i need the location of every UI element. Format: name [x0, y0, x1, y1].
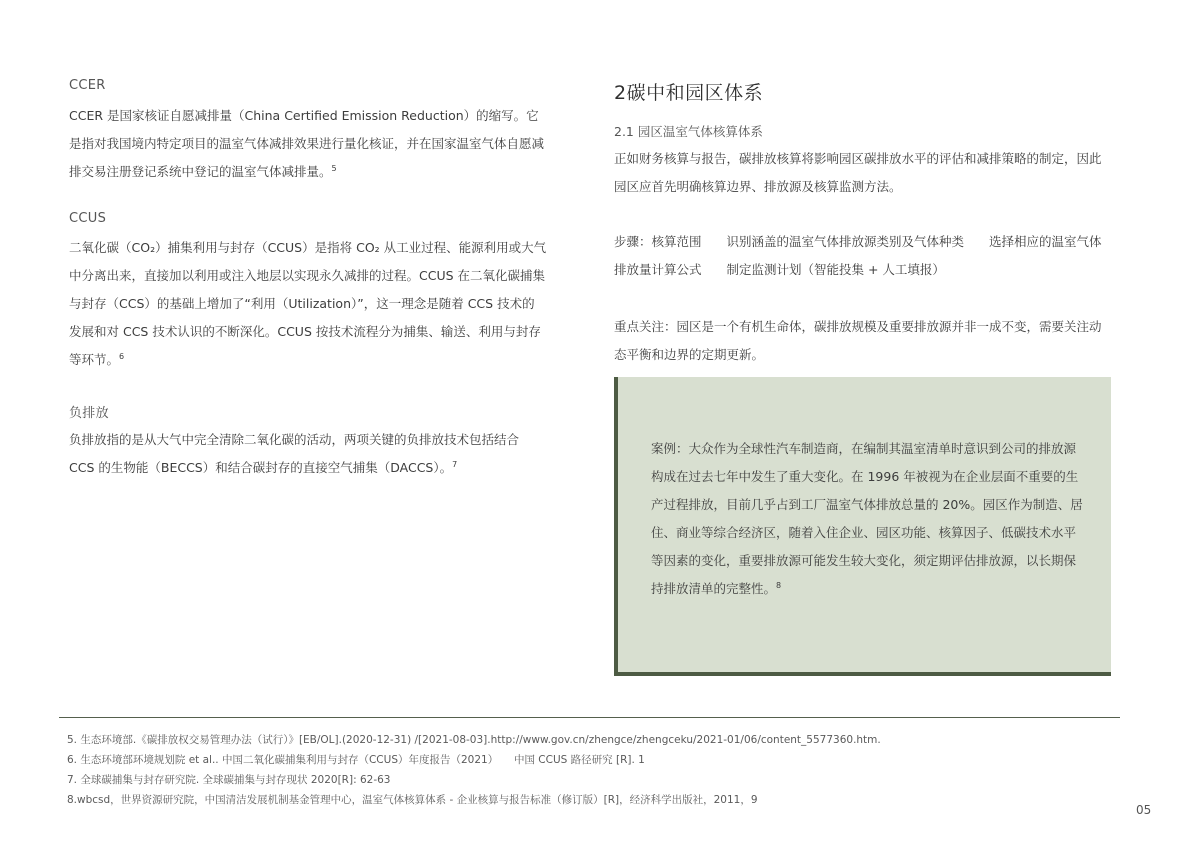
- reference-6: 6. 生态环境部环境规划院 et al.. 中国二氧化碳捕集利用与封存（CCUS）年度报告（2021） 中国 CCUS 路径研究 [R]. 1: [67, 754, 645, 766]
- reference-7: 7. 全球碳捕集与封存研究院. 全球碳捕集与封存现状 2020[R]: 62-63: [67, 774, 391, 786]
- footnote-ref: 7: [452, 459, 458, 469]
- term-ccer: CCER: [69, 78, 106, 93]
- ccer-definition: [69, 102, 547, 186]
- reference-8: 8.wbcsd，世界资源研究院，中国清洁发展机制基金管理中心，温室气体核算体系 - 企业核算与报告标准（修订版）[R]，经济科学出版社，2011，9: [67, 794, 758, 806]
- steps-paragraph: 步骤：核算范围 识别涵盖的温室气体排放源类别及气体种类 选择相应的温室气体排放量计算公式 制定监测计划（智能投集 + 人工填报）: [614, 234, 1102, 277]
- ccer-text: CCER 是国家核证自愿减排量（China Certified Emission Reduction）的缩写。它是指对我国境内特定项目的温室气体减排效果进行量化核证，并在国家温室气体自愿减排交易注册登记系统中登记的温室气体减排量。: [69, 108, 545, 179]
- negative-emission-text: 负排放指的是从大气中完全清除二氧化碳的活动，两项关键的负排放技术包括结合 CCS 的生物能（BECCS）和结合碳封存的直接空气捕集（DACCS）。: [69, 432, 520, 475]
- reference-5: 5. 生态环境部.《碳排放权交易管理办法（试行）》[EB/OL].(2020-12-31) /[2021-08-03].http://www.gov.cn/zhengce/zhengceku/2021-01/06/content_5577360.htm.: [67, 734, 881, 746]
- case-study-text: 案例：大众作为全球性汽车制造商，在编制其温室清单时意识到公司的排放源构成在过去七年中发生了重大变化。在 1996 年被视为在企业层面不重要的生产过程排放，目前几乎占到工厂温室气体排放总量的 20%。园区作为制造、居住、商业等综合经济区，随着入住企业、园区功能、核算因子、低碳技术水平等因素的变化，重要排放源可能发生较大变化，须定期评估排放源，以长期保持排放清单的完整性。: [651, 441, 1083, 596]
- ccus-text: 二氧化碳（CO₂）捕集利用与封存（CCUS）是指将 CO₂ 从工业过程、能源利用或大气中分离出来，直接加以利用或注入地层以实现永久减排的过程。CCUS 在二氧化碳捕集与封存（CCS）的基础上增加了“利用（Utilization）”，这一理念是随着 CCS 技术的发展和对 CCS 技术认识的不断深化。CCUS 按技术流程分为捕集、输送、利用与封存等环节。: [69, 240, 547, 367]
- ccus-definition: [69, 234, 547, 374]
- page-number: 05: [1136, 803, 1152, 817]
- sub-title: 2.1 园区温室气体核算体系: [614, 124, 763, 139]
- case-study-text-block: [651, 435, 1083, 603]
- intro-paragraph: 正如财务核算与报告，碳排放核算将影响园区碳排放水平的评估和减排策略的制定，因此园区应首先明确核算边界、排放源及核算监测方法。: [614, 151, 1102, 194]
- negative-emission-definition: [69, 426, 547, 482]
- case-study-box: [614, 377, 1111, 676]
- term-negative-emission: 负排放: [69, 406, 109, 421]
- section-title: 2碳中和园区体系: [614, 82, 764, 104]
- footnote-ref: 5: [331, 163, 337, 173]
- term-ccus: CCUS: [69, 211, 107, 226]
- footnote-divider: [59, 717, 1120, 718]
- focus-paragraph: 重点关注：园区是一个有机生命体，碳排放规模及重要排放源并非一成不变，需要关注动态平衡和边界的定期更新。: [614, 319, 1102, 362]
- footnote-ref: 6: [119, 351, 125, 361]
- footnote-ref: 8: [776, 580, 782, 590]
